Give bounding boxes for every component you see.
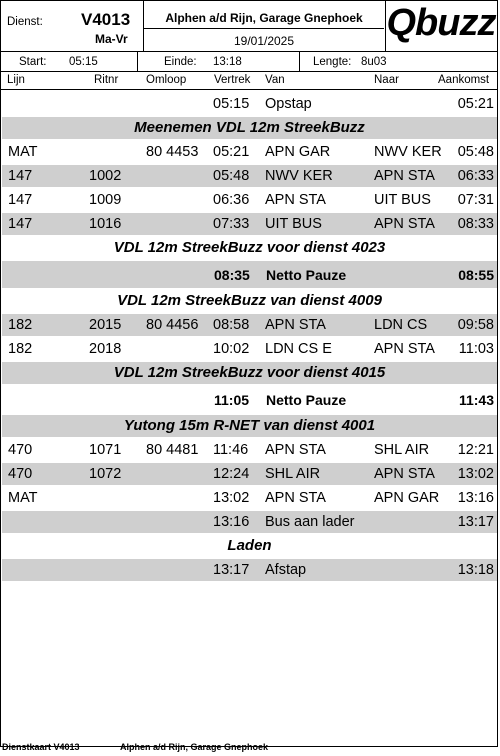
pause-aankomst: 08:55 <box>458 267 494 283</box>
einde-value: 13:18 <box>213 56 242 68</box>
table-row <box>2 511 497 533</box>
section-header: Laden <box>227 537 272 554</box>
cell-ritnr: 2015 <box>89 317 122 333</box>
cell-naar: APN GAR <box>374 490 440 506</box>
col-lijn: Lijn <box>7 74 25 86</box>
pause-label: Netto Pauze <box>266 267 347 283</box>
cell-vertrek: 13:17 <box>213 562 250 578</box>
col-van: Van <box>265 74 285 86</box>
cell-aankomst: 12:21 <box>457 442 494 458</box>
cell-aankomst: 13:16 <box>457 490 494 506</box>
cell-aankomst: 13:18 <box>457 562 494 578</box>
cell-ritnr: 1072 <box>89 466 122 482</box>
cell-van: Bus aan lader <box>265 514 355 530</box>
section-header: Meenemen VDL 12m StreekBuzz <box>2 117 497 139</box>
cell-van: SHL AIR <box>265 466 321 482</box>
table-row <box>2 141 497 163</box>
table-row <box>2 487 497 509</box>
cell-van: NWV KER <box>265 168 333 184</box>
dienst-days: Ma-Vr <box>95 32 128 46</box>
cell-vertrek: 07:33 <box>213 216 250 232</box>
date: 19/01/2025 <box>233 34 295 48</box>
cell-omloop: 80 4453 <box>146 144 199 160</box>
cell-lijn: 182 <box>8 341 33 357</box>
table-row <box>2 93 497 115</box>
cell-ritnr: 1071 <box>89 442 122 458</box>
cell-lijn: 470 <box>8 466 33 482</box>
einde-label: Einde: <box>164 56 197 68</box>
section-header: VDL 12m StreekBuzz van dienst 4009 <box>117 292 382 309</box>
header-divider <box>143 28 384 29</box>
table-row <box>2 213 497 235</box>
section-header: VDL 12m StreekBuzz voor dienst 4023 <box>113 239 386 256</box>
cell-lijn: 470 <box>8 442 33 458</box>
cell-van: APN GAR <box>265 144 331 160</box>
cell-ritnr: 2018 <box>89 341 122 357</box>
header-divider <box>1 71 497 72</box>
cell-aankomst: 13:02 <box>457 466 494 482</box>
header-divider <box>299 51 300 71</box>
col-omloop: Omloop <box>146 74 187 86</box>
cell-ritnr: 1009 <box>89 192 122 208</box>
footer-right: Alphen a/d Rijn, Garage Gnephoek <box>120 742 269 752</box>
cell-aankomst: 13:17 <box>457 514 494 530</box>
section-header: Yutong 15m R-NET van dienst 4001 <box>2 415 497 437</box>
pause-aankomst: 11:43 <box>458 392 494 408</box>
cell-omloop: 80 4481 <box>146 442 199 458</box>
pause-label: Netto Pauze <box>266 392 347 408</box>
cell-lijn: 147 <box>8 192 33 208</box>
table-row <box>2 559 497 581</box>
col-aankomst: Aankomst <box>438 74 490 86</box>
cell-naar: APN STA <box>374 341 435 357</box>
cell-van: APN STA <box>265 442 326 458</box>
cell-vertrek: 12:24 <box>213 466 250 482</box>
lengte-label: Lengte: <box>313 56 352 68</box>
dienst-label: Dienst: <box>7 16 43 28</box>
cell-van: LDN CS E <box>265 341 332 357</box>
cell-lijn: 147 <box>8 168 33 184</box>
cell-naar: SHL AIR <box>374 442 430 458</box>
table-row <box>2 338 497 360</box>
pause-row <box>2 261 497 288</box>
qbuzz-logo: Qbuzz <box>386 2 496 44</box>
cell-van: APN STA <box>265 192 326 208</box>
dienst-code: V4013 <box>81 10 131 29</box>
table-row <box>2 165 497 187</box>
columns-divider <box>1 89 497 90</box>
footer-left: Dienstkaart V4013 <box>2 742 80 752</box>
cell-van: UIT BUS <box>265 216 322 232</box>
cell-lijn: MAT <box>8 144 38 160</box>
cell-ritnr: 1002 <box>89 168 122 184</box>
cell-vertrek: 05:15 <box>213 96 250 112</box>
cell-lijn: MAT <box>8 490 38 506</box>
cell-aankomst: 05:48 <box>457 144 494 160</box>
cell-aankomst: 11:03 <box>458 341 494 357</box>
pause-vertrek: 11:05 <box>214 392 250 408</box>
lengte-value: 8u03 <box>361 56 387 68</box>
start-value: 05:15 <box>69 56 98 68</box>
cell-vertrek: 13:16 <box>213 514 250 530</box>
cell-aankomst: 09:58 <box>457 317 494 333</box>
col-naar: Naar <box>374 74 399 86</box>
cell-van: Opstap <box>265 96 312 112</box>
cell-naar: APN STA <box>374 216 435 232</box>
cell-naar: UIT BUS <box>374 192 431 208</box>
cell-vertrek: 06:36 <box>213 192 250 208</box>
cell-aankomst: 05:21 <box>457 96 494 112</box>
cell-lijn: 147 <box>8 216 33 232</box>
cell-vertrek: 05:48 <box>213 168 250 184</box>
cell-omloop: 80 4456 <box>146 317 199 333</box>
cell-van: Afstap <box>265 562 307 578</box>
column-headers <box>1 74 497 88</box>
cell-vertrek: 11:46 <box>213 442 249 458</box>
pause-vertrek: 08:35 <box>214 267 250 283</box>
cell-naar: APN STA <box>374 168 435 184</box>
section-header: VDL 12m StreekBuzz voor dienst 4015 <box>2 362 497 384</box>
header-divider <box>1 51 497 52</box>
cell-lijn: 182 <box>8 317 33 333</box>
cell-vertrek: 08:58 <box>213 317 250 333</box>
col-vertrek: Vertrek <box>214 74 251 86</box>
cell-naar: LDN CS <box>374 317 428 333</box>
cell-aankomst: 08:33 <box>457 216 494 232</box>
cell-van: APN STA <box>265 317 326 333</box>
header-divider <box>137 51 138 71</box>
cell-vertrek: 13:02 <box>213 490 250 506</box>
cell-aankomst: 07:31 <box>457 192 494 208</box>
cell-vertrek: 05:21 <box>213 144 250 160</box>
cell-vertrek: 10:02 <box>213 341 250 357</box>
table-row <box>2 439 497 461</box>
table-row <box>2 189 497 211</box>
table-row <box>2 314 497 336</box>
col-ritnr: Ritnr <box>94 74 119 86</box>
cell-van: APN STA <box>265 490 326 506</box>
table-row <box>2 463 497 485</box>
cell-naar: NWV KER <box>374 144 442 160</box>
pause-row <box>2 386 497 413</box>
start-label: Start: <box>19 56 47 68</box>
location-title: Alphen a/d Rijn, Garage Gnephoek <box>165 11 363 25</box>
cell-naar: APN STA <box>374 466 435 482</box>
cell-aankomst: 06:33 <box>457 168 494 184</box>
cell-ritnr: 1016 <box>89 216 122 232</box>
